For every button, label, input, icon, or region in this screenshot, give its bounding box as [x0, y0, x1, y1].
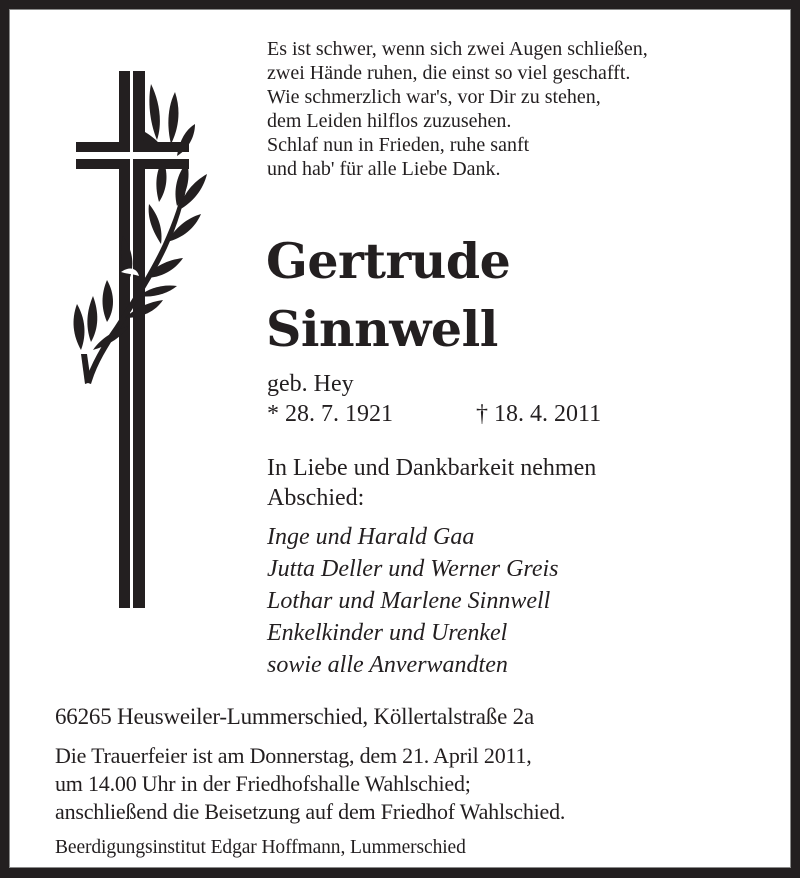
- mourners-list: [267, 521, 559, 681]
- cross-with-palm-branch-icon: [67, 64, 217, 614]
- mourner: Inge und Harald Gaa: [267, 524, 475, 550]
- mourner: Lothar und Marlene Sinnwell: [267, 588, 551, 614]
- poem-line: Schlaf nun in Frieden, ruhe sanft: [267, 134, 530, 156]
- poem-line: zwei Hände ruhen, die einst so viel geschafft.: [267, 62, 631, 84]
- life-dates: [267, 399, 667, 429]
- service-line: anschließend die Beisetzung auf dem Friedhof Wahlschied.: [55, 799, 566, 824]
- family-address: 66265 Heusweiler-Lummerschied, Köllertalstraße 2a: [55, 704, 534, 729]
- poem-line: Wie schmerzlich war's, vor Dir zu stehen,: [267, 86, 601, 108]
- poem-line: Es ist schwer, wenn sich zwei Augen schließen,: [267, 38, 648, 60]
- farewell-text: [267, 453, 596, 513]
- poem-line: dem Leiden hilflos zuzusehen.: [267, 110, 512, 132]
- mourner: Jutta Deller und Werner Greis: [267, 556, 559, 582]
- first-name: Gertrude: [266, 232, 511, 290]
- birth-name: geb. Hey: [267, 371, 354, 397]
- service-line: um 14.00 Uhr in der Friedhofshalle Wahlschied;: [55, 771, 471, 796]
- last-name: Sinnwell: [266, 300, 498, 358]
- funeral-service-info: [55, 742, 565, 826]
- mourner: sowie alle Anverwandten: [267, 652, 508, 678]
- service-line: Die Trauerfeier ist am Donnerstag, dem 21. April 2011,: [55, 743, 532, 768]
- funeral-home: Beerdigungsinstitut Edgar Hoffmann, Lummerschied: [55, 837, 466, 858]
- mourner: Enkelkinder und Urenkel: [267, 620, 508, 646]
- death-date: † 18. 4. 2011: [476, 401, 602, 427]
- birth-date: * 28. 7. 1921: [267, 401, 393, 427]
- farewell-line: In Liebe und Dankbarkeit nehmen: [267, 455, 597, 481]
- obituary-notice: [9, 9, 791, 868]
- deceased-name: [266, 227, 510, 363]
- poem-line: und hab' für alle Liebe Dank.: [267, 158, 501, 180]
- poem: [267, 37, 648, 181]
- farewell-line: Abschied:: [267, 485, 365, 511]
